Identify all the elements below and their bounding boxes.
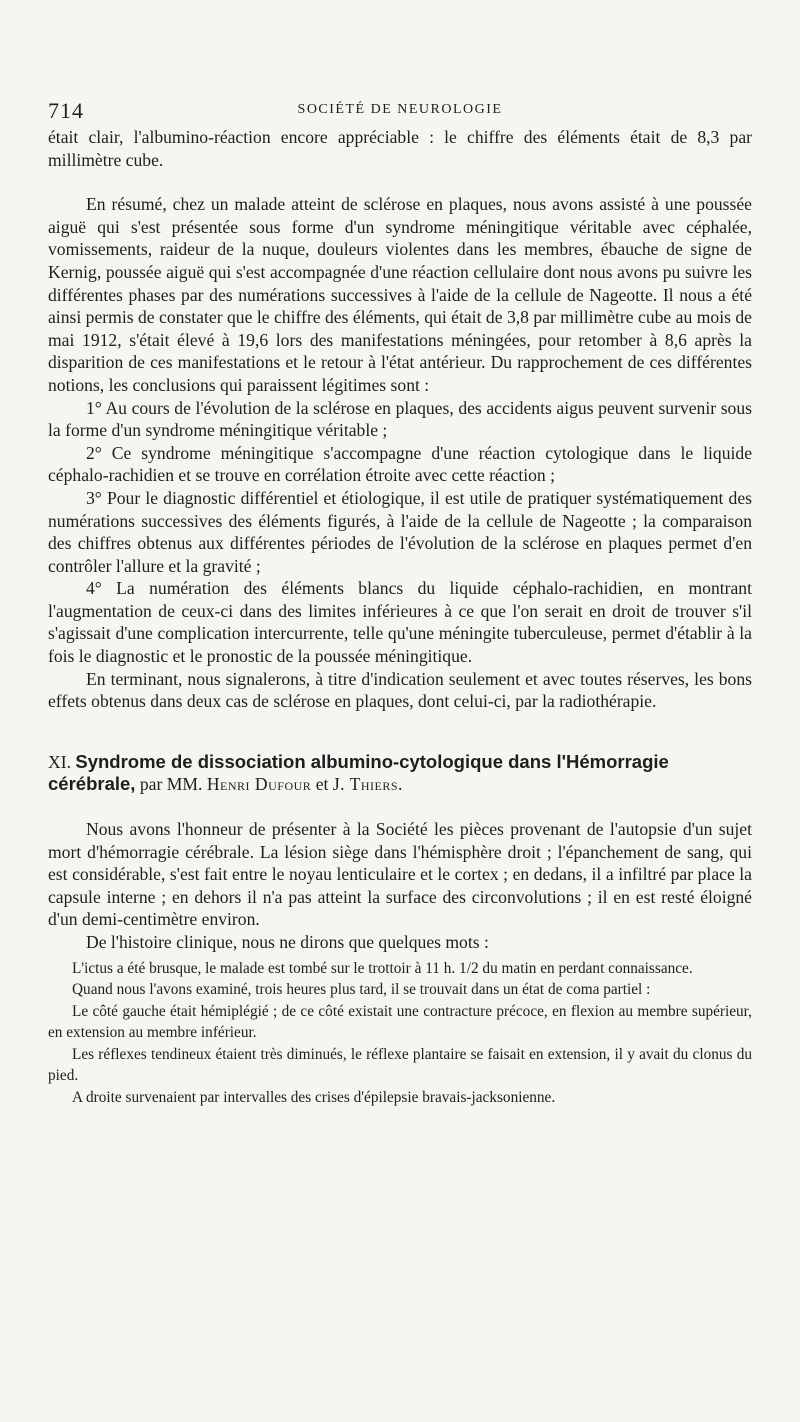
conclusion-item-2: 2° Ce syndrome méningitique s'accompagne d'une réaction cytologique dans le liquide céphalo-rachidien et se trouve en corrélation étroite avec cette réaction ; — [48, 442, 752, 486]
conclusion-item-4: 4° La numération des éléments blancs du liquide céphalo-rachidien, en montrant l'augmentation de ceux-ci dans des limites inférieures à ce que l'on serait en droit de trouver s'il s'agissait d'une complication intercurrente, telle qu'une méningite tuberculeuse, permet d'établir à la fois le diagnostic et le pronostic de la poussée méningitique. — [48, 578, 752, 667]
clinical-note: A droite survenaient par intervalles des crises d'épilepsie bravais-jacksonienne. — [72, 1088, 556, 1106]
article-body — [48, 126, 752, 1108]
paragraph-closing: En terminant, nous signalerons, à titre d'indication seulement et avec toutes réserves, les bons effets obtenus dans deux cas de sclérose en plaques, dont celui-ci, par la radiothérapie. — [48, 668, 752, 712]
paragraph-clinical-intro: De l'histoire clinique, nous ne dirons que quelques mots : — [86, 932, 489, 952]
clinical-note: Le côté gauche était hémiplégié ; de ce côté existait une contracture précoce, en flexion au membre supérieur, en extension au membre inférieur. — [48, 1002, 752, 1042]
conclusion-item-3: 3° Pour le diagnostic différentiel et étiologique, il est utile de pratiquer systématiquement des numérations successives des éléments figurés, à l'aide de la cellule de Nageotte ; la comparaison des chiffres obtenus aux différentes périodes de l'évolution de la sclérose en plaques permet d'en contrôler l'allure et la gravité ; — [48, 487, 752, 576]
clinical-note: L'ictus a été brusque, le malade est tombé sur le trottoir à 11 h. 1/2 du matin en perdant connaissance. — [72, 959, 693, 977]
section-title: Syndrome de dissociation albumino-cytologique dans l'Hémorragie cérébrale, — [48, 750, 669, 795]
section-number: XI. — [48, 751, 71, 772]
page-header — [48, 98, 752, 122]
author-name: J. Thiers. — [332, 774, 403, 795]
clinical-note: Les réflexes tendineux étaient très diminués, le réflexe plantaire se faisait en extension, il y avait du clonus du pied. — [48, 1045, 752, 1085]
page-number: 714 — [48, 98, 84, 123]
authors-conjunction: et — [315, 774, 329, 795]
paragraph-summary: En résumé, chez un malade atteint de sclérose en plaques, nous avons assisté à une poussée aiguë qui s'est présentée sous forme d'un syndrome méningitique véritable avec céphalée, vomissements, raideur de la nuque, douleurs violentes dans les membres, ébauche de signe de Kernig, poussée aiguë qui s'est accompagnée d'une réaction cellulaire dont nous avons pu suivre les différentes phases par des numérations successives à l'aide de la cellule de Nageotte. Il nous a été ainsi permis de constater que le chiffre des éléments, qui était de 3,8 par millimètre cube au mois de mai 1912, s'était élevé à 19,6 lors des manifestations méningées, pour retomber à 8,6 après la disparition de ces manifestations et le retour à l'état antérieur. Du rapprochement de ces différentes notions, les conclusions qui paraissent légitimes sont : — [48, 194, 752, 395]
paragraph-autopsy: Nous avons l'honneur de présenter à la Société les pièces provenant de l'autopsie d'un sujet mort d'hémorragie cérébrale. La lésion siège dans l'hémisphère droit ; l'épanchement de sang, qui est considérable, s'est fait entre le noyau lenticulaire et le cortex ; en dedans, il a infiltré par place la capsule interne ; en dehors il n'a pas atteint la surface des circonvolutions ; il en est resté éloigné d'un demi-centimètre environ. — [48, 819, 752, 930]
clinical-note: Quand nous l'avons examiné, trois heures plus tard, il se trouvait dans un état de coma partiel : — [72, 981, 651, 999]
author-name: Henri Dufour — [206, 774, 312, 795]
running-title: SOCIÉTÉ DE NEUROLOGIE — [297, 102, 503, 117]
authors-prefix: par MM. — [139, 774, 203, 795]
paragraph-continuation: était clair, l'albumino-réaction encore appréciable : le chiffre des éléments était de 8,3 par millimètre cube. — [48, 127, 752, 170]
section-heading — [48, 751, 752, 796]
conclusion-item-1: 1° Au cours de l'évolution de la sclérose en plaques, des accidents aigus peuvent survenir sous la forme d'un syndrome méningitique véritable ; — [48, 397, 752, 441]
